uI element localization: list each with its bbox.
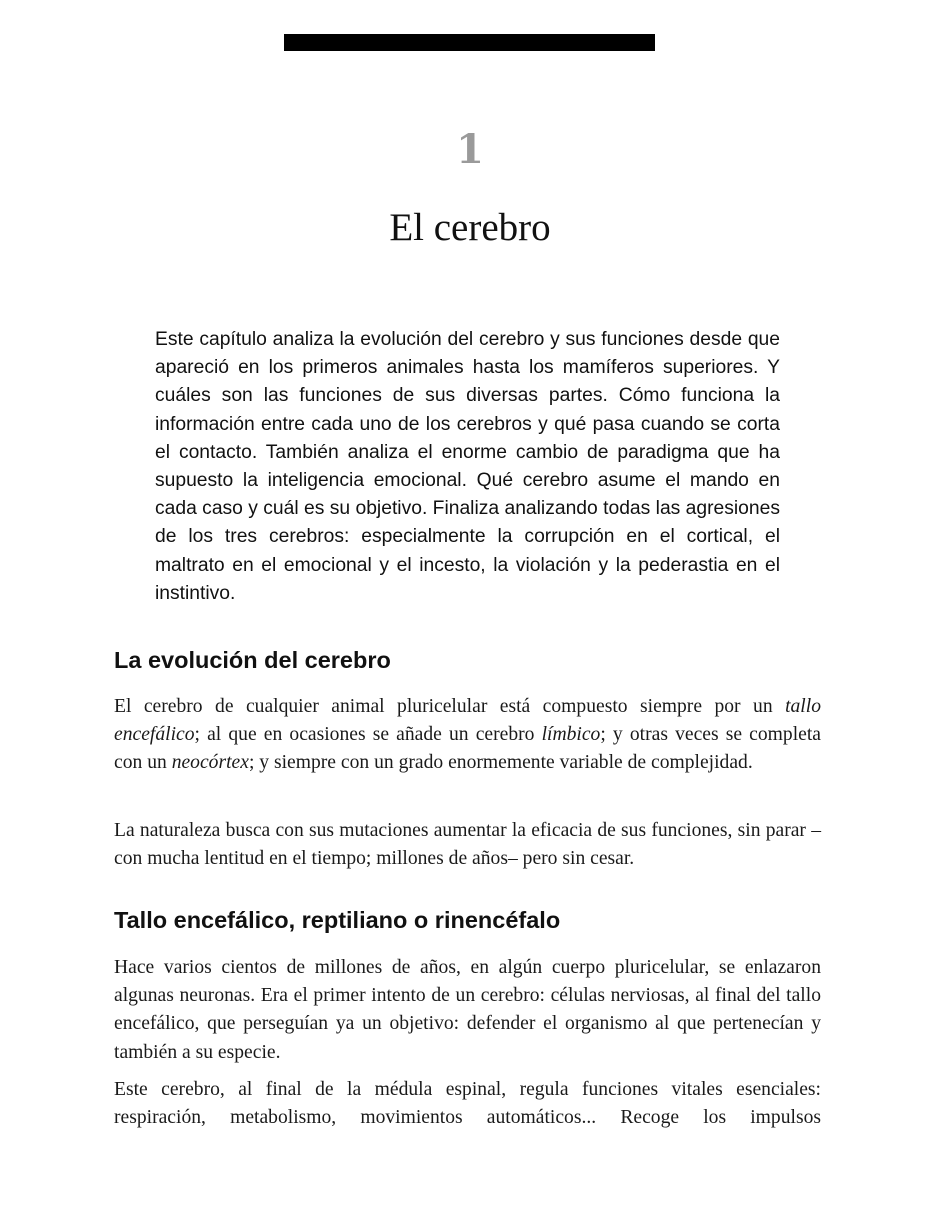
chapter-header-bar bbox=[284, 34, 655, 51]
section-heading: Tallo encefálico, reptiliano o rinencéfalo bbox=[114, 907, 561, 933]
chapter-abstract: Este capítulo analiza la evolución del cerebro y sus funciones desde que apareció en los primeros animales hasta los mamíferos superiores. Y cuáles son las funciones de sus diversas partes. Cómo funciona la información entre cada uno de los cerebros y qué pasa cuando se corta el contacto. También analiza el enorme cambio de paradigma que ha supuesto la inteligencia emocional. Qué cerebro asume el mando en cada caso y cuál es su objetivo. Finaliza analizando todas las agresiones de los tres cerebros: especialmente la corrupción en el cortical, el maltrato en el emocional y el incesto, la violación y la pederastia en el instintivo. bbox=[155, 329, 780, 604]
text-run: ; y otras veces se completa con un bbox=[114, 724, 821, 774]
chapter-title: El cerebro bbox=[389, 206, 551, 249]
italic-term: tallo encefálico bbox=[114, 696, 821, 746]
body-paragraph: Este cerebro, al final de la médula espinal, regula funciones vitales esenciales: respiración, metabolismo, movimientos automáticos... Recoge los impulsos bbox=[114, 1079, 821, 1129]
text-run: ; y siempre con un grado enormemente variable de complejidad. bbox=[248, 752, 753, 774]
chapter-number: 1 bbox=[456, 126, 484, 173]
italic-term: límbico bbox=[541, 724, 601, 746]
body-paragraph bbox=[114, 693, 821, 778]
text-run: ; al que en ocasiones se añade un cerebro bbox=[194, 724, 542, 746]
body-paragraph: La naturaleza busca con sus mutaciones aumentar la eficacia de sus funciones, sin parar –con mucha lentitud en el tiempo; millones de años– pero sin cesar. bbox=[114, 820, 821, 870]
section-heading: La evolución del cerebro bbox=[114, 647, 391, 673]
text-run: El cerebro de cualquier animal pluricelular está compuesto siempre por un bbox=[114, 696, 786, 717]
body-paragraph: Hace varios cientos de millones de años, en algún cuerpo pluricelular, se enlazaron algunas neuronas. Era el primer intento de un cerebro: células nerviosas, al final del tallo encefálico, que perseguían ya un objetivo: defender el organismo al que pertenecían y también a su especie. bbox=[114, 957, 821, 1063]
italic-term: neocórtex bbox=[171, 752, 249, 774]
